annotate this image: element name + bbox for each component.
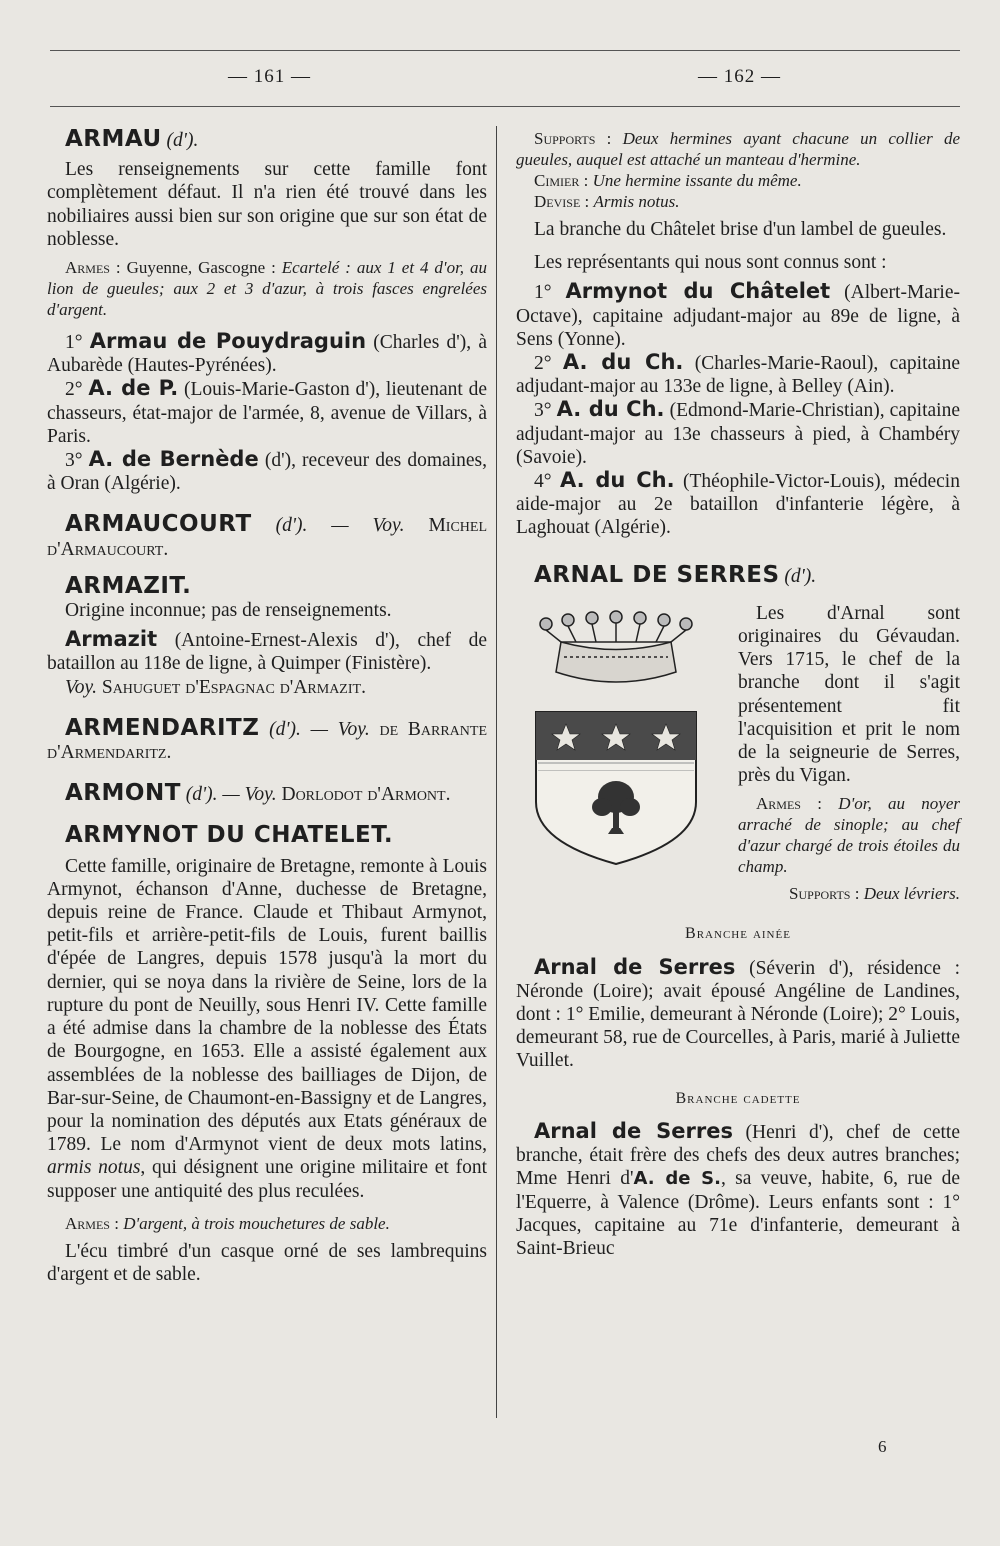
armynot-entry-4 [516, 469, 960, 540]
armau-intro: Les renseignements sur cette famille font complètement défaut. Il n'a rien été trouvé dans les nobiliaires aussi bien sur son origine que sur son état de noblesse. [47, 159, 487, 250]
armynot-devise: Devise : Armis notus. [534, 192, 680, 211]
voy-label: Voy. [337, 718, 370, 740]
entry-name: A. du Ch. [559, 468, 675, 493]
armynot-name: ARMYNOT DU CHATELET. [65, 822, 394, 849]
signature-mark: 6 [878, 1437, 887, 1456]
entry-number: 1° [534, 282, 566, 304]
arnal-heading [516, 561, 960, 588]
armynot-history [47, 855, 487, 1203]
top-rule [50, 50, 960, 51]
branche-ainee-heading: Branche ainée [685, 925, 791, 943]
history-text: Cette famille, originaire de Bretagne, remonte à Louis Armynot, échanson d'Anne, duchesse de Bretagne, depuis reine de France. Claude et Thibaut Armynot, petit-fils et arrière-petit-fils de Louis, furent baillis d'épée de Langres, depuis 1578 jusqu'à la mort du dernier, qui se noya dans la rivière de Seine, lors de la rupture du pont de Neuilly, sous Henri IV. Cette famille a été admise dans la chambre de la noblesse des États de Bourgogne, en 1653. Elle a assisté également aux assemblées de la noblesse des bailliages de Dijon, de Bar-sur-Seine, de Chaumont-en-Bassigny et de Langres, pour la nomination des députés aux Etats généraux de 1789. Le nom d'Armynot vient de deux mots latins, [47, 855, 487, 1156]
armynot-arms: Armes : D'argent, à trois mouchetures de sable. [65, 1213, 390, 1233]
arnal-arms: Armes : D'or, au noyer arraché de sinople; au chef d'azur chargé de trois étoiles du champ. [738, 794, 960, 877]
armazit-ref: Sahuguet d'Espagnac d'Armazit. [96, 676, 366, 698]
entry-detail: (Albert-Marie-Octave), capitaine adjudant-major au 89e de ligne, à Sens (Yonne). [516, 282, 961, 350]
history-end: , qui désignent une origine militaire et font supposer une antiquité des plus reculées. [47, 1157, 487, 1202]
armau-suffix: (d'). [166, 130, 199, 151]
entry-detail: (Théophile-Victor-Louis), médecin aide-major au 2e bataillon d'infanterie légère, à Laghouat (Algérie). [516, 471, 960, 539]
entry-number: 3° [65, 450, 89, 472]
coat-of-arms-icon [516, 602, 716, 867]
armau-heading [47, 128, 487, 152]
supports-text: Deux hermines ayant chacune un collier de gueules, auquel est attaché un manteau d'hermine. [516, 129, 960, 169]
arnal-suffix: (d'). [779, 565, 817, 587]
header-rule [50, 106, 960, 107]
arnal-intro: Les d'Arnal sont originaires du Gévaudan. Vers 1715, le chef de la branche dont il s'agit présentement fit l'acquisition et prit le nom de la seigneurie de Serres, près du Vigan. [738, 602, 960, 787]
armont-entry [47, 782, 487, 806]
armaucourt-ref: Michel d'Armaucourt. [47, 515, 487, 560]
armont-name: ARMONT [65, 780, 181, 807]
armau-arms-text: Ecartelé : aux 1 et 4 d'or, au lion de gueules; aux 2 et 3 d'azur, à trois fasces engrelées d'argent. [47, 258, 487, 320]
arnal-supports: Supports : Deux lévriers. [789, 884, 960, 904]
entry-detail: (Louis-Marie-Gaston d'), lieutenant de chasseurs, état-major de l'armée, 8, avenue de Villars, à Paris. [47, 379, 487, 447]
arms-text: D'or, au noyer arraché de sinople; au chef d'azur chargé de trois étoiles du champ. [738, 794, 960, 877]
entry-number: 2° [534, 353, 563, 375]
armynot-heading [47, 824, 487, 848]
armau-entry-1 [47, 330, 487, 377]
ainee-entry [516, 956, 960, 1073]
entry-name: Arnal de Serres [534, 954, 736, 979]
branche-cadette-heading: Branche cadette [675, 1089, 801, 1107]
armazit-name: ARMAZIT. [65, 572, 192, 599]
arnal-name: ARNAL DE SERRES [534, 561, 780, 588]
armaucourt-suffix: (d'). — [251, 515, 373, 537]
entry-number: 1° [65, 332, 90, 354]
armynot-entry-1 [516, 280, 960, 351]
armynot-ecu: L'écu timbré d'un casque orné de ses lambrequins d'argent et de sable. [47, 1240, 487, 1285]
shield-icon [536, 712, 696, 864]
entry-detail: (Charles-Marie-Raoul), capitaine adjudant-major au 133e de ligne, à Belley (Ain). [516, 353, 960, 398]
armau-arms-region: : Guyenne, Gascogne : [109, 258, 282, 278]
armaucourt-entry [47, 513, 487, 560]
entry-number: 4° [534, 471, 560, 493]
arms-label: Armes [756, 794, 801, 814]
entry-name: A. du Ch. [556, 397, 665, 422]
entry-number: 3° [534, 400, 557, 422]
armazit-heading [47, 572, 487, 599]
crown-icon [540, 611, 692, 682]
armau-name: ARMAU [65, 126, 162, 152]
devise-label: Devise [534, 192, 581, 211]
entry-detail-2: , sa veuve, habite, 6, rue de l'Equerre, à Valence (Drôme). Leurs enfants sont : 1° Jacques, capitaine au 71e d'infanterie, demeurant à Saint-Brieuc [516, 1168, 960, 1259]
armazit-entry [47, 628, 487, 675]
armynot-entry-3 [516, 398, 960, 469]
cadette-entry [516, 1120, 960, 1260]
arms-text: D'argent, à trois mouchetures de sable. [123, 1213, 390, 1233]
motto-inline: armis notus [47, 1157, 141, 1179]
entry-detail: (Antoine-Ernest-Alexis d'), chef de bataillon au 118e de ligne, à Quimper (Finistère). [47, 630, 487, 675]
armaucourt-name: ARMAUCOURT [65, 511, 252, 538]
armau-arms-label: Armes [65, 258, 110, 278]
armont-ref: Dorlodot d'Armont. [276, 784, 451, 806]
cimier-text: Une hermine issante du même. [592, 171, 802, 190]
armau-arms [47, 257, 487, 320]
entry-name: A. du Ch. [562, 350, 684, 375]
representants: Les représentants qui nous sont connus sont : [534, 252, 887, 274]
armendaritz-ref: de Barrante d'Armendaritz. [47, 718, 488, 764]
armendaritz-name: ARMENDARITZ [65, 714, 260, 741]
armendaritz-suffix: (d'). — [259, 718, 338, 740]
entry-detail: (d'), receveur des domaines, à Oran (Algérie). [47, 450, 487, 495]
entry-detail: (Henri d'), chef de cette branche, était frère des chefs des deux autres branches; Mme Henri d' [516, 1121, 960, 1190]
supports-label: Supports [789, 884, 851, 904]
devise-text: Armis notus. [593, 192, 680, 211]
entry-name: A. de Bernède [88, 447, 259, 472]
entry-detail: (Séverin d'), résidence : Néronde (Loire); avait épousé Angéline de Landines, dont : 1° Emilie, demeurant à Néronde (Loire); 2° Louis, demeurant 58, rue de Courcelles, à Paris, marié à Juliette Vuillet. [516, 957, 961, 1072]
entry-detail: (Charles d'), à Aubarède (Hautes-Pyrénées). [47, 332, 487, 377]
right-column [516, 128, 960, 1260]
supports-text: Deux lévriers. [863, 884, 960, 904]
armynot-cimier: Cimier : Une hermine issante du même. [534, 171, 802, 190]
supports-label: Supports [534, 129, 596, 148]
column-divider [496, 126, 497, 1418]
branche-chatelet: La branche du Châtelet brise d'un lambel de gueules. [534, 219, 947, 240]
armau-entry-2 [47, 377, 487, 448]
entry-name: A. de P. [88, 376, 179, 401]
entry-abbr: A. de S. [633, 1168, 721, 1190]
entry-detail: (Edmond-Marie-Christian), capitaine adjudant-major au 13e chasseurs à pied, à Chambéry (Savoie). [516, 400, 960, 468]
voy-label: Voy. [244, 784, 277, 806]
voy-label: Voy. [65, 676, 97, 698]
page-number-right: — 162 — [698, 66, 781, 87]
page-number-left: — 161 — [228, 66, 311, 87]
arnal-block [516, 602, 960, 905]
cimier-label: Cimier [534, 171, 580, 190]
arms-label: Armes [65, 1213, 110, 1233]
armazit-intro: Origine inconnue; pas de renseignements. [65, 600, 392, 622]
armendaritz-entry [47, 714, 488, 764]
coat-of-arms [516, 602, 726, 872]
armau-entry-3 [47, 448, 487, 495]
entry-number: 2° [65, 379, 89, 401]
entry-name: Arnal de Serres [534, 1118, 733, 1143]
armynot-entry-2 [516, 351, 960, 398]
left-column [47, 128, 487, 1286]
armazit-voy [47, 676, 487, 699]
entry-name: Armau de Pouydraguin [89, 329, 367, 354]
entry-name: Armynot du Châtelet [565, 279, 831, 304]
armont-suffix: (d'). — [180, 784, 245, 806]
entry-name: Armazit [65, 627, 158, 652]
armynot-supports: Supports : Deux hermines ayant chacune un collier de gueules, auquel est attaché un manteau d'hermine. [516, 129, 960, 169]
voy-label: Voy. [372, 515, 405, 537]
